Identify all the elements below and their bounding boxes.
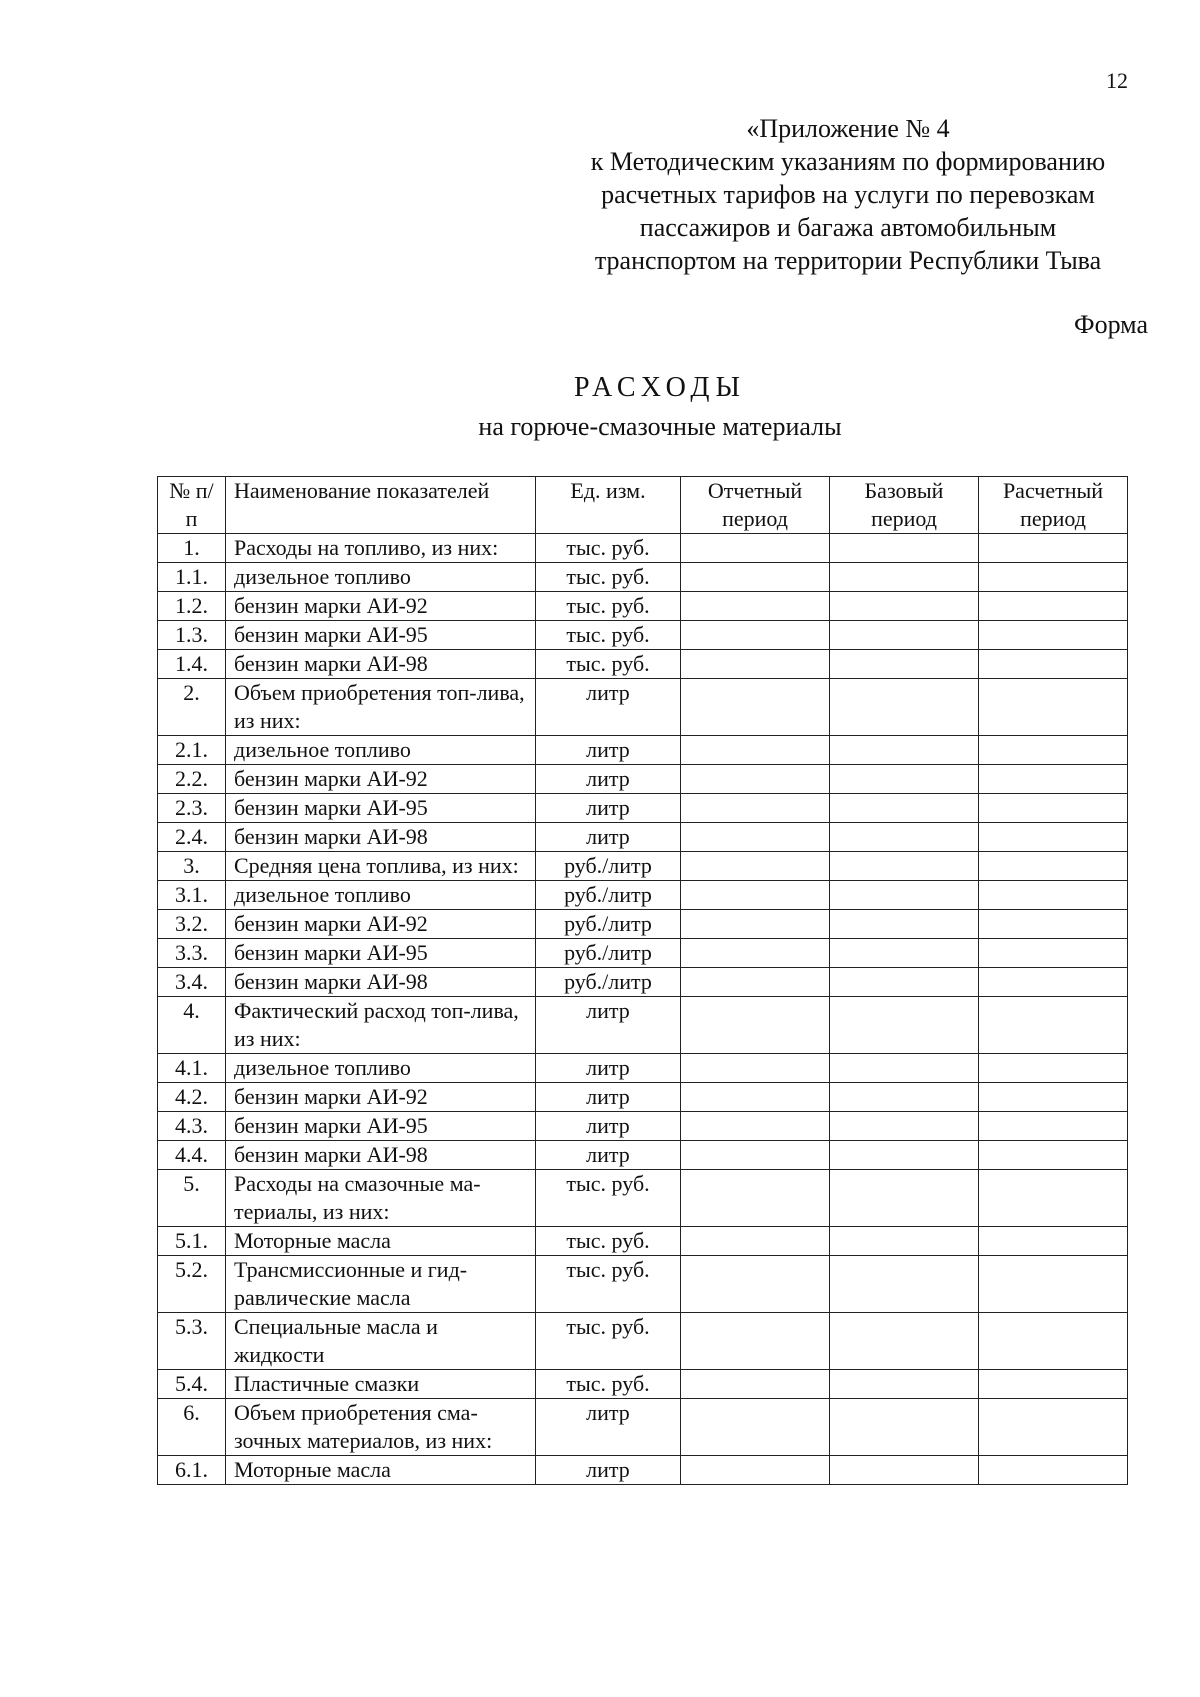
form-label: Форма	[1074, 310, 1148, 339]
cell-base-period[interactable]	[830, 650, 979, 679]
row-indicator-name: бензин марки АИ-92	[226, 765, 536, 794]
cell-calculated-period[interactable]	[979, 823, 1128, 852]
row-indicator-name: бензин марки АИ-98	[226, 650, 536, 679]
row-unit: литр	[536, 1083, 681, 1112]
row-indicator-name: Специальные масла и жидкости	[226, 1313, 536, 1370]
header-reporting-period: Отчетный период	[681, 477, 830, 534]
row-number: 6.1.	[158, 1456, 226, 1485]
table-row	[158, 563, 1128, 592]
row-number: 3.	[158, 852, 226, 881]
row-unit: литр	[536, 1112, 681, 1141]
table-row	[158, 1256, 1128, 1313]
row-indicator-name: Фактический расход топ-лива, из них:	[226, 997, 536, 1054]
row-number: 1.3.	[158, 621, 226, 650]
row-unit: литр	[536, 1141, 681, 1170]
row-unit: руб./литр	[536, 910, 681, 939]
expenses-table	[157, 476, 1128, 1485]
row-number: 2.3.	[158, 794, 226, 823]
row-number: 4.3.	[158, 1112, 226, 1141]
row-unit: тыс. руб.	[536, 1227, 681, 1256]
row-unit: тыс. руб.	[536, 1170, 681, 1227]
cell-base-period[interactable]	[830, 852, 979, 881]
cell-calculated-period[interactable]	[979, 881, 1128, 910]
cell-reporting-period[interactable]	[681, 1399, 830, 1456]
table-row	[158, 794, 1128, 823]
appendix-line: «Приложение № 4	[746, 114, 950, 143]
row-indicator-name: Трансмиссионные и гид-равлические масла	[226, 1256, 536, 1313]
row-number: 3.3.	[158, 939, 226, 968]
row-unit: руб./литр	[536, 881, 681, 910]
cell-reporting-period[interactable]	[681, 794, 830, 823]
row-indicator-name: бензин марки АИ-92	[226, 910, 536, 939]
table-row	[158, 1313, 1128, 1370]
cell-base-period[interactable]	[830, 997, 979, 1054]
table-row	[158, 1370, 1128, 1399]
cell-calculated-period[interactable]	[979, 997, 1128, 1054]
cell-calculated-period[interactable]	[979, 1083, 1128, 1112]
row-unit: руб./литр	[536, 939, 681, 968]
cell-reporting-period[interactable]	[681, 1170, 830, 1227]
cell-calculated-period[interactable]	[979, 852, 1128, 881]
row-unit: руб./литр	[536, 968, 681, 997]
cell-reporting-period[interactable]	[681, 534, 830, 563]
row-number: 2.2.	[158, 765, 226, 794]
cell-base-period[interactable]	[830, 823, 979, 852]
row-number: 5.3.	[158, 1313, 226, 1370]
row-indicator-name: Моторные масла	[226, 1227, 536, 1256]
cell-calculated-period[interactable]	[979, 563, 1128, 592]
row-unit: литр	[536, 823, 681, 852]
cell-calculated-period[interactable]	[979, 1370, 1128, 1399]
row-unit: литр	[536, 794, 681, 823]
cell-base-period[interactable]	[830, 592, 979, 621]
cell-reporting-period[interactable]	[681, 679, 830, 736]
row-unit: литр	[536, 765, 681, 794]
cell-base-period[interactable]	[830, 621, 979, 650]
table-row	[158, 1141, 1128, 1170]
appendix-line: транспортом на территории Республики Тыва	[594, 246, 1102, 275]
cell-calculated-period[interactable]	[979, 1456, 1128, 1485]
cell-calculated-period[interactable]	[979, 1112, 1128, 1141]
row-number: 5.4.	[158, 1370, 226, 1399]
row-number: 5.	[158, 1170, 226, 1227]
cell-base-period[interactable]	[830, 765, 979, 794]
row-number: 1.	[158, 534, 226, 563]
row-indicator-name: бензин марки АИ-92	[226, 592, 536, 621]
header-unit: Ед. изм.	[536, 477, 681, 534]
row-number: 3.1.	[158, 881, 226, 910]
row-number: 3.4.	[158, 968, 226, 997]
row-indicator-name: Расходы на смазочные ма-териалы, из них:	[226, 1170, 536, 1227]
cell-reporting-period[interactable]	[681, 939, 830, 968]
row-indicator-name: бензин марки АИ-95	[226, 621, 536, 650]
cell-reporting-period[interactable]	[681, 592, 830, 621]
row-unit: тыс. руб.	[536, 650, 681, 679]
table-row	[158, 881, 1128, 910]
cell-calculated-period[interactable]	[979, 910, 1128, 939]
table-row	[158, 679, 1128, 736]
row-indicator-name: Объем приобретения сма-зочных материалов, из них:	[226, 1399, 536, 1456]
row-unit: тыс. руб.	[536, 621, 681, 650]
cell-calculated-period[interactable]	[979, 736, 1128, 765]
row-unit: литр	[536, 736, 681, 765]
row-unit: литр	[536, 1456, 681, 1485]
row-unit: литр	[536, 997, 681, 1054]
cell-calculated-period[interactable]	[979, 1399, 1128, 1456]
cell-reporting-period[interactable]	[681, 1141, 830, 1170]
row-unit: тыс. руб.	[536, 1370, 681, 1399]
cell-calculated-period[interactable]	[979, 1313, 1128, 1370]
cell-base-period[interactable]	[830, 1170, 979, 1227]
header-name: Наименование показателей	[226, 477, 536, 534]
row-indicator-name: Расходы на топливо, из них:	[226, 534, 536, 563]
cell-base-period[interactable]	[830, 679, 979, 736]
cell-base-period[interactable]	[830, 1399, 979, 1456]
cell-base-period[interactable]	[830, 1370, 979, 1399]
row-number: 5.1.	[158, 1227, 226, 1256]
row-unit: тыс. руб.	[536, 534, 681, 563]
table-row	[158, 823, 1128, 852]
cell-base-period[interactable]	[830, 910, 979, 939]
cell-base-period[interactable]	[830, 534, 979, 563]
row-indicator-name: бензин марки АИ-95	[226, 794, 536, 823]
row-number: 4.2.	[158, 1083, 226, 1112]
cell-calculated-period[interactable]	[979, 765, 1128, 794]
row-unit: руб./литр	[536, 852, 681, 881]
cell-base-period[interactable]	[830, 1456, 979, 1485]
row-number: 5.2.	[158, 1256, 226, 1313]
table-row	[158, 736, 1128, 765]
table-row	[158, 534, 1128, 563]
cell-reporting-period[interactable]	[681, 1112, 830, 1141]
header-num: № п/п	[158, 477, 226, 534]
appendix-line: к Методическим указаниям по формированию	[590, 147, 1106, 176]
table-row	[158, 650, 1128, 679]
cell-calculated-period[interactable]	[979, 794, 1128, 823]
cell-reporting-period[interactable]	[681, 621, 830, 650]
cell-reporting-period[interactable]	[681, 1370, 830, 1399]
cell-calculated-period[interactable]	[979, 621, 1128, 650]
row-indicator-name: бензин марки АИ-98	[226, 968, 536, 997]
table-row	[158, 910, 1128, 939]
row-unit: тыс. руб.	[536, 592, 681, 621]
row-unit: литр	[536, 1399, 681, 1456]
row-unit: литр	[536, 679, 681, 736]
row-indicator-name: бензин марки АИ-92	[226, 1083, 536, 1112]
cell-reporting-period[interactable]	[681, 1256, 830, 1313]
row-unit: тыс. руб.	[536, 1256, 681, 1313]
table-row	[158, 968, 1128, 997]
row-indicator-name: дизельное топливо	[226, 1054, 536, 1083]
row-indicator-name: Пластичные смазки	[226, 1370, 536, 1399]
table-row	[158, 765, 1128, 794]
cell-calculated-period[interactable]	[979, 650, 1128, 679]
table-row	[158, 1083, 1128, 1112]
table-row	[158, 1399, 1128, 1456]
cell-reporting-period[interactable]	[681, 563, 830, 592]
row-number: 2.4.	[158, 823, 226, 852]
header-calculated-period: Расчетный период	[979, 477, 1128, 534]
row-unit: литр	[536, 1054, 681, 1083]
row-number: 6.	[158, 1399, 226, 1456]
row-indicator-name: бензин марки АИ-98	[226, 1141, 536, 1170]
row-indicator-name: Средняя цена топлива, из них:	[226, 852, 536, 881]
table-row	[158, 939, 1128, 968]
cell-reporting-period[interactable]	[681, 1313, 830, 1370]
cell-calculated-period[interactable]	[979, 1054, 1128, 1083]
cell-base-period[interactable]	[830, 1141, 979, 1170]
cell-calculated-period[interactable]	[979, 1141, 1128, 1170]
row-number: 4.1.	[158, 1054, 226, 1083]
cell-base-period[interactable]	[830, 1112, 979, 1141]
row-number: 1.4.	[158, 650, 226, 679]
row-indicator-name: дизельное топливо	[226, 563, 536, 592]
cell-reporting-period[interactable]	[681, 823, 830, 852]
row-unit: тыс. руб.	[536, 563, 681, 592]
row-indicator-name: бензин марки АИ-95	[226, 1112, 536, 1141]
row-number: 3.2.	[158, 910, 226, 939]
cell-reporting-period[interactable]	[681, 1083, 830, 1112]
table-row	[158, 852, 1128, 881]
cell-base-period[interactable]	[830, 1313, 979, 1370]
cell-base-period[interactable]	[830, 1256, 979, 1313]
cell-base-period[interactable]	[830, 1054, 979, 1083]
row-indicator-name: Моторные масла	[226, 1456, 536, 1485]
cell-calculated-period[interactable]	[979, 592, 1128, 621]
cell-reporting-period[interactable]	[681, 910, 830, 939]
table-row	[158, 621, 1128, 650]
header-base-period: Базовый период	[830, 477, 979, 534]
row-number: 2.1.	[158, 736, 226, 765]
document-subtitle: на горюче-смазочные материалы	[478, 412, 842, 441]
cell-base-period[interactable]	[830, 1083, 979, 1112]
cell-base-period[interactable]	[830, 881, 979, 910]
cell-reporting-period[interactable]	[681, 1456, 830, 1485]
row-unit: тыс. руб.	[536, 1313, 681, 1370]
cell-reporting-period[interactable]	[681, 765, 830, 794]
document-title: РАСХОДЫ	[574, 372, 746, 403]
cell-base-period[interactable]	[830, 939, 979, 968]
cell-calculated-period[interactable]	[979, 1170, 1128, 1227]
cell-calculated-period[interactable]	[979, 1256, 1128, 1313]
cell-calculated-period[interactable]	[979, 679, 1128, 736]
row-number: 4.	[158, 997, 226, 1054]
cell-base-period[interactable]	[830, 736, 979, 765]
cell-reporting-period[interactable]	[681, 997, 830, 1054]
cell-calculated-period[interactable]	[979, 968, 1128, 997]
row-number: 2.	[158, 679, 226, 736]
table-header-row	[158, 477, 1128, 534]
table-row	[158, 1112, 1128, 1141]
page-number: 12	[1106, 68, 1128, 93]
cell-reporting-period[interactable]	[681, 881, 830, 910]
cell-reporting-period[interactable]	[681, 650, 830, 679]
table-row	[158, 1227, 1128, 1256]
row-number: 1.1.	[158, 563, 226, 592]
cell-base-period[interactable]	[830, 1227, 979, 1256]
row-indicator-name: бензин марки АИ-95	[226, 939, 536, 968]
cell-base-period[interactable]	[830, 968, 979, 997]
table-row	[158, 1054, 1128, 1083]
cell-calculated-period[interactable]	[979, 939, 1128, 968]
table-row	[158, 1170, 1128, 1227]
cell-reporting-period[interactable]	[681, 968, 830, 997]
appendix-header	[548, 112, 1148, 277]
appendix-line: пассажиров и багажа автомобильным	[639, 213, 1057, 242]
cell-reporting-period[interactable]	[681, 736, 830, 765]
cell-calculated-period[interactable]	[979, 1227, 1128, 1256]
row-number: 1.2.	[158, 592, 226, 621]
row-indicator-name: дизельное топливо	[226, 736, 536, 765]
cell-base-period[interactable]	[830, 794, 979, 823]
cell-reporting-period[interactable]	[681, 852, 830, 881]
table-row	[158, 997, 1128, 1054]
cell-calculated-period[interactable]	[979, 534, 1128, 563]
cell-base-period[interactable]	[830, 563, 979, 592]
cell-reporting-period[interactable]	[681, 1054, 830, 1083]
table-row	[158, 1456, 1128, 1485]
row-indicator-name: дизельное топливо	[226, 881, 536, 910]
row-indicator-name: бензин марки АИ-98	[226, 823, 536, 852]
table-row	[158, 592, 1128, 621]
appendix-line: расчетных тарифов на услуги по перевозкам	[601, 180, 1095, 209]
row-indicator-name: Объем приобретения топ-лива, из них:	[226, 679, 536, 736]
row-number: 4.4.	[158, 1141, 226, 1170]
cell-reporting-period[interactable]	[681, 1227, 830, 1256]
